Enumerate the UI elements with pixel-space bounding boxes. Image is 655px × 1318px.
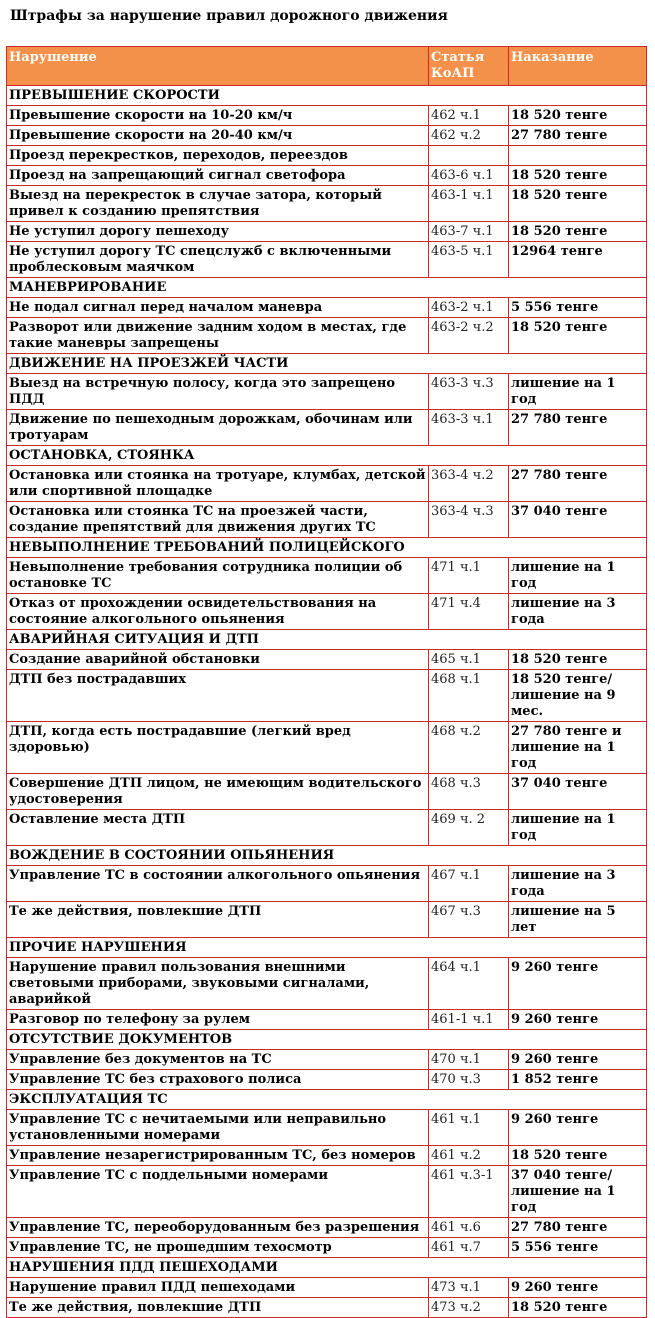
table-row <box>7 722 647 774</box>
article-cell: 463-1 ч.1 <box>429 186 509 222</box>
violation-cell: Нарушение правил пользования внешними световыми приборами, звуковыми сигналами, аварийкой <box>7 958 429 1010</box>
section-row <box>7 446 647 466</box>
article-cell: 470 ч.1 <box>429 1050 509 1070</box>
table-row <box>7 374 647 410</box>
section-row <box>7 278 647 298</box>
penalty-cell <box>509 146 647 166</box>
table-row <box>7 1050 647 1070</box>
table-header-row <box>7 47 647 86</box>
section-row <box>7 630 647 650</box>
table-row <box>7 1010 647 1030</box>
column-header-article: Статья КоАП <box>429 47 509 86</box>
article-cell: 463-2 ч.1 <box>429 298 509 318</box>
violation-cell: Не уступил дорогу ТС спецслужб с включенными проблесковым маячком <box>7 242 429 278</box>
section-heading: ВОЖДЕНИЕ В СОСТОЯНИИ ОПЬЯНЕНИЯ <box>7 846 647 866</box>
section-row <box>7 538 647 558</box>
penalty-cell: 18 520 тенге <box>509 186 647 222</box>
violation-cell: Не уступил дорогу пешеходу <box>7 222 429 242</box>
violation-cell: Остановка или стоянка на тротуаре, клумбах, детской или спортивной площадке <box>7 466 429 502</box>
article-cell: 473 ч.1 <box>429 1278 509 1298</box>
table-row <box>7 410 647 446</box>
penalty-cell: 27 780 тенге <box>509 466 647 502</box>
violation-cell: Превышение скорости на 10-20 км/ч <box>7 106 429 126</box>
article-cell: 462 ч.1 <box>429 106 509 126</box>
table-row <box>7 1110 647 1146</box>
violation-cell: Не подал сигнал перед началом маневра <box>7 298 429 318</box>
violation-cell: Выезд на перекресток в случае затора, который привел к созданию препятствия <box>7 186 429 222</box>
column-header-penalty: Наказание <box>509 47 647 86</box>
section-heading: МАНЕВРИРОВАНИЕ <box>7 278 647 298</box>
article-cell: 462 ч.2 <box>429 126 509 146</box>
table-row <box>7 810 647 846</box>
table-row <box>7 222 647 242</box>
article-cell: 473 ч.2 <box>429 1298 509 1318</box>
penalty-cell: лишение на 3 года <box>509 866 647 902</box>
article-cell: 471 ч.1 <box>429 558 509 594</box>
penalty-cell: 37 040 тенге/ лишение на 1 год <box>509 1166 647 1218</box>
section-heading: ЭКСПЛУАТАЦИЯ ТС <box>7 1090 647 1110</box>
section-heading: АВАРИЙНАЯ СИТУАЦИЯ И ДТП <box>7 630 647 650</box>
penalty-cell: 18 520 тенге <box>509 222 647 242</box>
article-cell: 463-7 ч.1 <box>429 222 509 242</box>
article-cell <box>429 146 509 166</box>
table-row <box>7 958 647 1010</box>
penalty-cell: 1 852 тенге <box>509 1070 647 1090</box>
table-row <box>7 866 647 902</box>
violation-cell: Управление ТС, переоборудованным без разрешения <box>7 1218 429 1238</box>
violation-cell: Управление ТС, не прошедшим техосмотр <box>7 1238 429 1258</box>
table-row <box>7 466 647 502</box>
penalty-cell: лишение на 3 года <box>509 594 647 630</box>
article-cell: 461 ч.6 <box>429 1218 509 1238</box>
violation-cell: Движение по пешеходным дорожкам, обочинам или тротуарам <box>7 410 429 446</box>
penalty-cell: 9 260 тенге <box>509 1110 647 1146</box>
violation-cell: Разговор по телефону за рулем <box>7 1010 429 1030</box>
violation-cell: Проезд на запрещающий сигнал светофора <box>7 166 429 186</box>
table-row <box>7 106 647 126</box>
violation-cell: Те же действия, повлекшие ДТП <box>7 902 429 938</box>
violation-cell: Превышение скорости на 20-40 км/ч <box>7 126 429 146</box>
violation-cell: Разворот или движение задним ходом в местах, где такие маневры запрещены <box>7 318 429 354</box>
table-row <box>7 1166 647 1218</box>
table-row <box>7 1070 647 1090</box>
table-row <box>7 1218 647 1238</box>
table-row <box>7 242 647 278</box>
article-cell: 465 ч.1 <box>429 650 509 670</box>
penalty-cell: 18 520 тенге <box>509 1146 647 1166</box>
violation-cell: Те же действия, повлекшие ДТП <box>7 1298 429 1318</box>
article-cell: 468 ч.2 <box>429 722 509 774</box>
violation-cell: Управление без документов на ТС <box>7 1050 429 1070</box>
article-cell: 461 ч.2 <box>429 1146 509 1166</box>
penalty-cell: 9 260 тенге <box>509 1278 647 1298</box>
violation-cell: ДТП, когда есть пострадавшие (легкий вред здоровью) <box>7 722 429 774</box>
table-row <box>7 558 647 594</box>
penalty-cell: 5 556 тенге <box>509 298 647 318</box>
violation-cell: Отказ от прохождении освидетельствования на состояние алкогольного опьянения <box>7 594 429 630</box>
article-cell: 461 ч.3-1 <box>429 1166 509 1218</box>
article-cell: 469 ч. 2 <box>429 810 509 846</box>
violation-cell: Управление ТС в состоянии алкогольного опьянения <box>7 866 429 902</box>
penalty-cell: 18 520 тенге <box>509 1298 647 1318</box>
section-row <box>7 1090 647 1110</box>
penalty-cell: 37 040 тенге <box>509 502 647 538</box>
penalty-cell: 18 520 тенге <box>509 166 647 186</box>
penalty-cell: лишение на 1 год <box>509 558 647 594</box>
table-row <box>7 298 647 318</box>
article-cell: 461 ч.1 <box>429 1110 509 1146</box>
violation-cell: Совершение ДТП лицом, не имеющим водительского удостоверения <box>7 774 429 810</box>
article-cell: 463-3 ч.1 <box>429 410 509 446</box>
table-row <box>7 1298 647 1318</box>
section-row <box>7 354 647 374</box>
penalty-cell: 9 260 тенге <box>509 1010 647 1030</box>
section-heading: ОСТАНОВКА, СТОЯНКА <box>7 446 647 466</box>
section-heading: НАРУШЕНИЯ ПДД ПЕШЕХОДАМИ <box>7 1258 647 1278</box>
penalty-cell: 12964 тенге <box>509 242 647 278</box>
penalty-cell: лишение на 1 год <box>509 810 647 846</box>
penalty-cell: лишение на 1 год <box>509 374 647 410</box>
violation-cell: Управление ТС с поддельными номерами <box>7 1166 429 1218</box>
article-cell: 464 ч.1 <box>429 958 509 1010</box>
article-cell: 363-4 ч.2 <box>429 466 509 502</box>
penalty-cell: 18 520 тенге/ лишение на 9 мес. <box>509 670 647 722</box>
penalty-cell: 27 780 тенге <box>509 1218 647 1238</box>
section-row <box>7 846 647 866</box>
article-cell: 468 ч.1 <box>429 670 509 722</box>
penalty-cell: 18 520 тенге <box>509 318 647 354</box>
penalty-cell: 5 556 тенге <box>509 1238 647 1258</box>
article-cell: 467 ч.1 <box>429 866 509 902</box>
violation-cell: Управление ТС без страхового полиса <box>7 1070 429 1090</box>
violation-cell: Управление незарегистрированным ТС, без номеров <box>7 1146 429 1166</box>
table-row <box>7 186 647 222</box>
column-header-violation: Нарушение <box>7 47 429 86</box>
penalty-cell: 37 040 тенге <box>509 774 647 810</box>
table-row <box>7 774 647 810</box>
article-cell: 467 ч.3 <box>429 902 509 938</box>
table-row <box>7 1146 647 1166</box>
penalty-cell: 9 260 тенге <box>509 958 647 1010</box>
section-heading: ПРОЧИЕ НАРУШЕНИЯ <box>7 938 647 958</box>
table-row <box>7 166 647 186</box>
section-row <box>7 1258 647 1278</box>
fines-table <box>6 46 647 1318</box>
violation-cell: Невыполнение требования сотрудника полиции об остановке ТС <box>7 558 429 594</box>
table-row <box>7 1238 647 1258</box>
table-row <box>7 650 647 670</box>
violation-cell: Нарушение правил ПДД пешеходами <box>7 1278 429 1298</box>
article-cell: 461 ч.7 <box>429 1238 509 1258</box>
section-heading: НЕВЫПОЛНЕНИЕ ТРЕБОВАНИЙ ПОЛИЦЕЙСКОГО <box>7 538 647 558</box>
penalty-cell: 27 780 тенге <box>509 410 647 446</box>
section-heading: ДВИЖЕНИЕ НА ПРОЕЗЖЕЙ ЧАСТИ <box>7 354 647 374</box>
penalty-cell: лишение на 5 лет <box>509 902 647 938</box>
article-cell: 470 ч.3 <box>429 1070 509 1090</box>
table-row <box>7 670 647 722</box>
fines-table-body <box>7 86 647 1318</box>
section-heading: ОТСУТСТВИЕ ДОКУМЕНТОВ <box>7 1030 647 1050</box>
table-row <box>7 146 647 166</box>
section-row <box>7 938 647 958</box>
penalty-cell: 27 780 тенге и лишение на 1 год <box>509 722 647 774</box>
article-cell: 463-6 ч.1 <box>429 166 509 186</box>
article-cell: 461-1 ч.1 <box>429 1010 509 1030</box>
violation-cell: Управление ТС с нечитаемыми или неправильно установленными номерами <box>7 1110 429 1146</box>
article-cell: 463-5 ч.1 <box>429 242 509 278</box>
article-cell: 463-2 ч.2 <box>429 318 509 354</box>
article-cell: 363-4 ч.3 <box>429 502 509 538</box>
page-title: Штрафы за нарушение правил дорожного движения <box>10 8 448 24</box>
article-cell: 468 ч.3 <box>429 774 509 810</box>
violation-cell: Остановка или стоянка ТС на проезжей части, создание препятствий для движения других ТС <box>7 502 429 538</box>
penalty-cell: 9 260 тенге <box>509 1050 647 1070</box>
section-row <box>7 1030 647 1050</box>
violation-cell: Создание аварийной обстановки <box>7 650 429 670</box>
section-row <box>7 86 647 106</box>
penalty-cell: 18 520 тенге <box>509 650 647 670</box>
table-row <box>7 1278 647 1298</box>
article-cell: 471 ч.4 <box>429 594 509 630</box>
violation-cell: Проезд перекрестков, переходов, переездов <box>7 146 429 166</box>
table-row <box>7 318 647 354</box>
table-row <box>7 502 647 538</box>
penalty-cell: 18 520 тенге <box>509 106 647 126</box>
violation-cell: ДТП без пострадавших <box>7 670 429 722</box>
article-cell: 463-3 ч.3 <box>429 374 509 410</box>
table-row <box>7 594 647 630</box>
table-row <box>7 902 647 938</box>
penalty-cell: 27 780 тенге <box>509 126 647 146</box>
violation-cell: Выезд на встречную полосу, когда это запрещено ПДД <box>7 374 429 410</box>
violation-cell: Оставление места ДТП <box>7 810 429 846</box>
table-row <box>7 126 647 146</box>
section-heading: ПРЕВЫШЕНИЕ СКОРОСТИ <box>7 86 647 106</box>
